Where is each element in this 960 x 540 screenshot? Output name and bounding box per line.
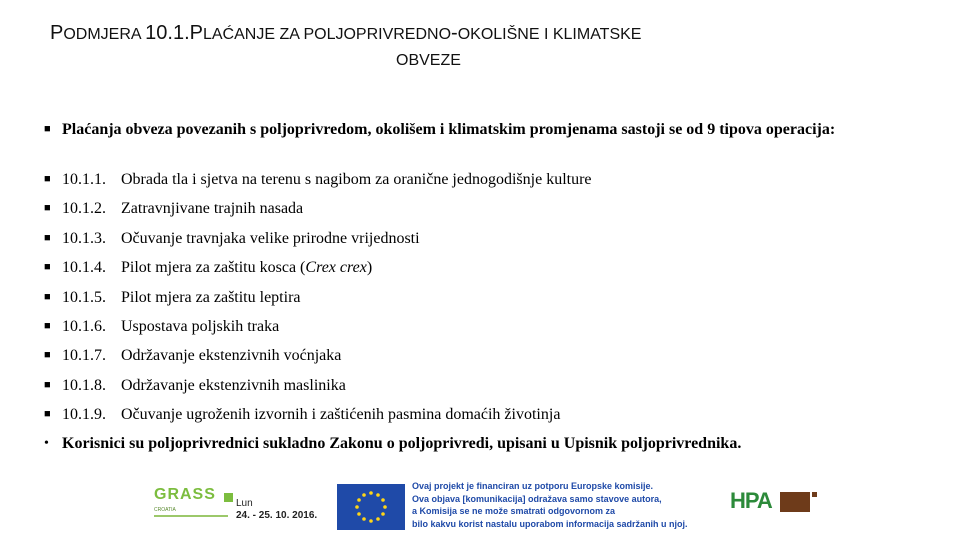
operation-text: Održavanje ekstenzivnih maslinika <box>121 377 346 394</box>
square-bullet-icon: ■ <box>44 202 51 214</box>
operation-code: 10.1.5. <box>62 289 106 306</box>
intro-text: Plaćanja obveza povezanih s poljoprivredom, okolišem i klimatskim promjenama sastoji se od 9 tipova operacija: <box>62 121 836 138</box>
operation-code: 10.1.9. <box>62 406 106 423</box>
footer-logos <box>0 478 960 540</box>
species-name: Crex crex <box>305 259 367 276</box>
hpa-logo: HPA <box>730 488 825 533</box>
eu-flag-icon <box>337 484 405 530</box>
operation-text: Pilot mjera za zaštitu leptira <box>121 289 301 306</box>
event-dates: 24. - 25. 10. 2016. <box>236 510 318 521</box>
round-bullet-icon: • <box>44 436 49 451</box>
square-bullet-icon: ■ <box>44 173 51 185</box>
square-bullet-icon: ■ <box>44 261 51 273</box>
square-bullet-icon: ■ <box>44 408 51 420</box>
title-line-1: PODMJERA 10.1.PLAĆANJE ZA POLJOPRIVREDNO-OKOLIŠNE I KLIMATSKE <box>50 22 642 44</box>
square-bullet-icon: ■ <box>44 291 51 303</box>
operation-code: 10.1.7. <box>62 347 106 364</box>
square-bullet-icon: ■ <box>44 320 51 332</box>
operation-text: Očuvanje ugroženih izvornih i zaštićenih pasmina domaćih životinja <box>121 406 561 423</box>
operation-text: Uspostava poljskih traka <box>121 318 280 335</box>
square-bullet-icon: ■ <box>44 232 51 244</box>
event-info <box>236 498 318 521</box>
operation-text: Obrada tla i sjetva na terenu s nagibom za oranične jednogodišnje kulture <box>121 171 592 188</box>
event-place: Lun <box>236 498 253 509</box>
operation-code: 10.1.3. <box>62 230 106 247</box>
operation-code: 10.1.2. <box>62 200 106 217</box>
square-bullet-icon: ■ <box>44 379 51 391</box>
eu-disclaimer: Ovaj projekt je financiran uz potporu Europske komisije. Ova objava [komunikacija] odražava samo stavove autora, a Komisija se ne može smatrati odgovornom za bilo kakvu korist nastalu uporabom informacija sadržanih u njoj. <box>412 481 688 529</box>
beneficiaries-text: Korisnici su poljoprivrednici sukladno Zakonu o poljoprivredi, upisani u Upisnik poljoprivrednika. <box>62 435 742 452</box>
square-bullet-icon: ■ <box>44 123 51 135</box>
operation-code: 10.1.8. <box>62 377 106 394</box>
title-line-2: OBVEZE <box>396 52 461 69</box>
operation-text: Pilot mjera za zaštitu kosca (Crex crex) <box>121 259 373 276</box>
operation-text: Očuvanje travnjaka velike prirodne vrijednosti <box>121 230 420 247</box>
operation-code: 10.1.6. <box>62 318 106 335</box>
square-bullet-icon: ■ <box>44 349 51 361</box>
operation-text: Zatravnjivane trajnih nasada <box>121 200 304 217</box>
operation-code: 10.1.1. <box>62 171 106 188</box>
operation-text: Održavanje ekstenzivnih voćnjaka <box>121 347 342 364</box>
grass-logo: GRASS CROATIA <box>150 483 234 535</box>
operation-code: 10.1.4. <box>62 259 106 276</box>
